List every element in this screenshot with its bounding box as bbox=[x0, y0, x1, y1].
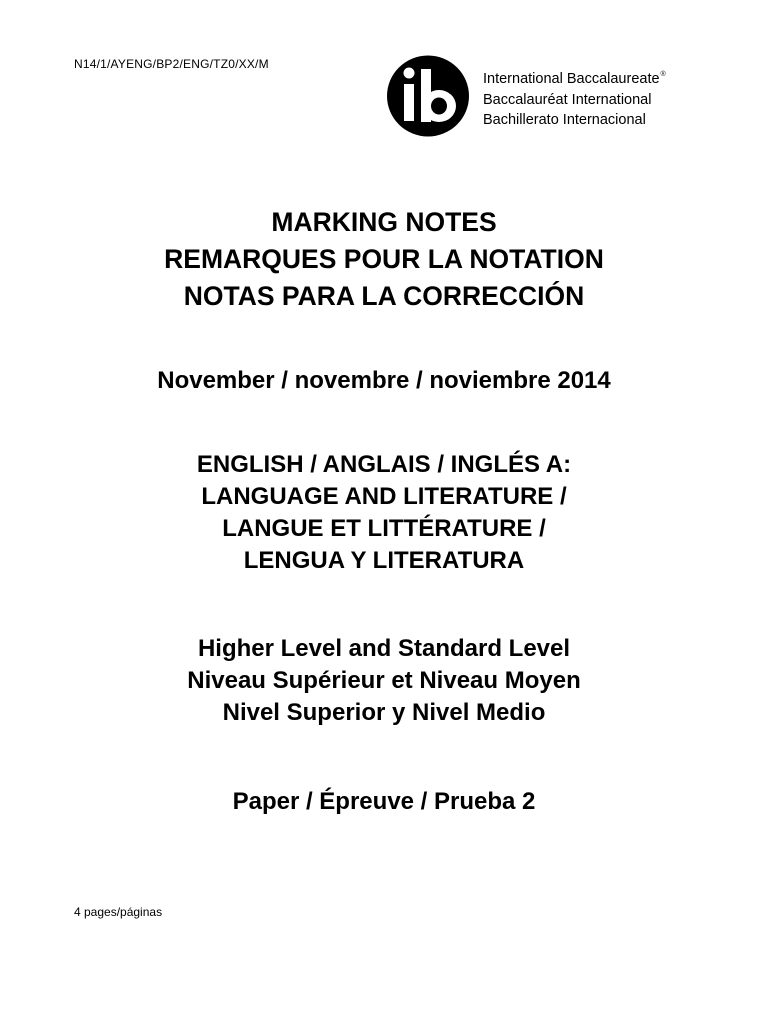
document-title bbox=[0, 204, 768, 315]
subject-line-4: LENGUA Y LITERATURA bbox=[243, 547, 525, 574]
ib-logo bbox=[386, 55, 696, 137]
subject-title bbox=[0, 449, 768, 577]
subject-line-2: LANGUAGE AND LITERATURE / bbox=[201, 483, 567, 510]
level-spanish: Nivel Superior y Nivel Medio bbox=[222, 699, 546, 726]
title-spanish: NOTAS PARA LA CORRECCIÓN bbox=[183, 281, 585, 311]
paper-number: Paper / Épreuve / Prueba 2 bbox=[232, 788, 536, 815]
title-french: REMARQUES POUR LA NOTATION bbox=[164, 244, 604, 274]
level-french: Niveau Supérieur et Niveau Moyen bbox=[187, 667, 581, 694]
ib-name-english: International Baccalaureate bbox=[483, 71, 660, 87]
subject-line-1: ENGLISH / ANGLAIS / INGLÉS A: bbox=[196, 451, 572, 478]
ib-logo-icon bbox=[386, 55, 470, 137]
document-code: N14/1/AYENG/BP2/ENG/TZ0/XX/M bbox=[74, 57, 269, 71]
ib-name-spanish: Bachillerato Internacional bbox=[483, 112, 646, 128]
exam-session: November / novembre / noviembre 2014 bbox=[157, 367, 611, 394]
ib-logo-names bbox=[483, 65, 666, 131]
ib-name-french: Baccalauréat International bbox=[483, 91, 652, 108]
subject-line-3: LANGUE ET LITTÉRATURE / bbox=[222, 515, 546, 542]
level-block bbox=[0, 633, 768, 729]
page-count: 4 pages/páginas bbox=[74, 905, 163, 919]
registered-mark: ® bbox=[660, 71, 666, 78]
title-english: MARKING NOTES bbox=[271, 207, 497, 237]
level-english: Higher Level and Standard Level bbox=[197, 635, 571, 662]
